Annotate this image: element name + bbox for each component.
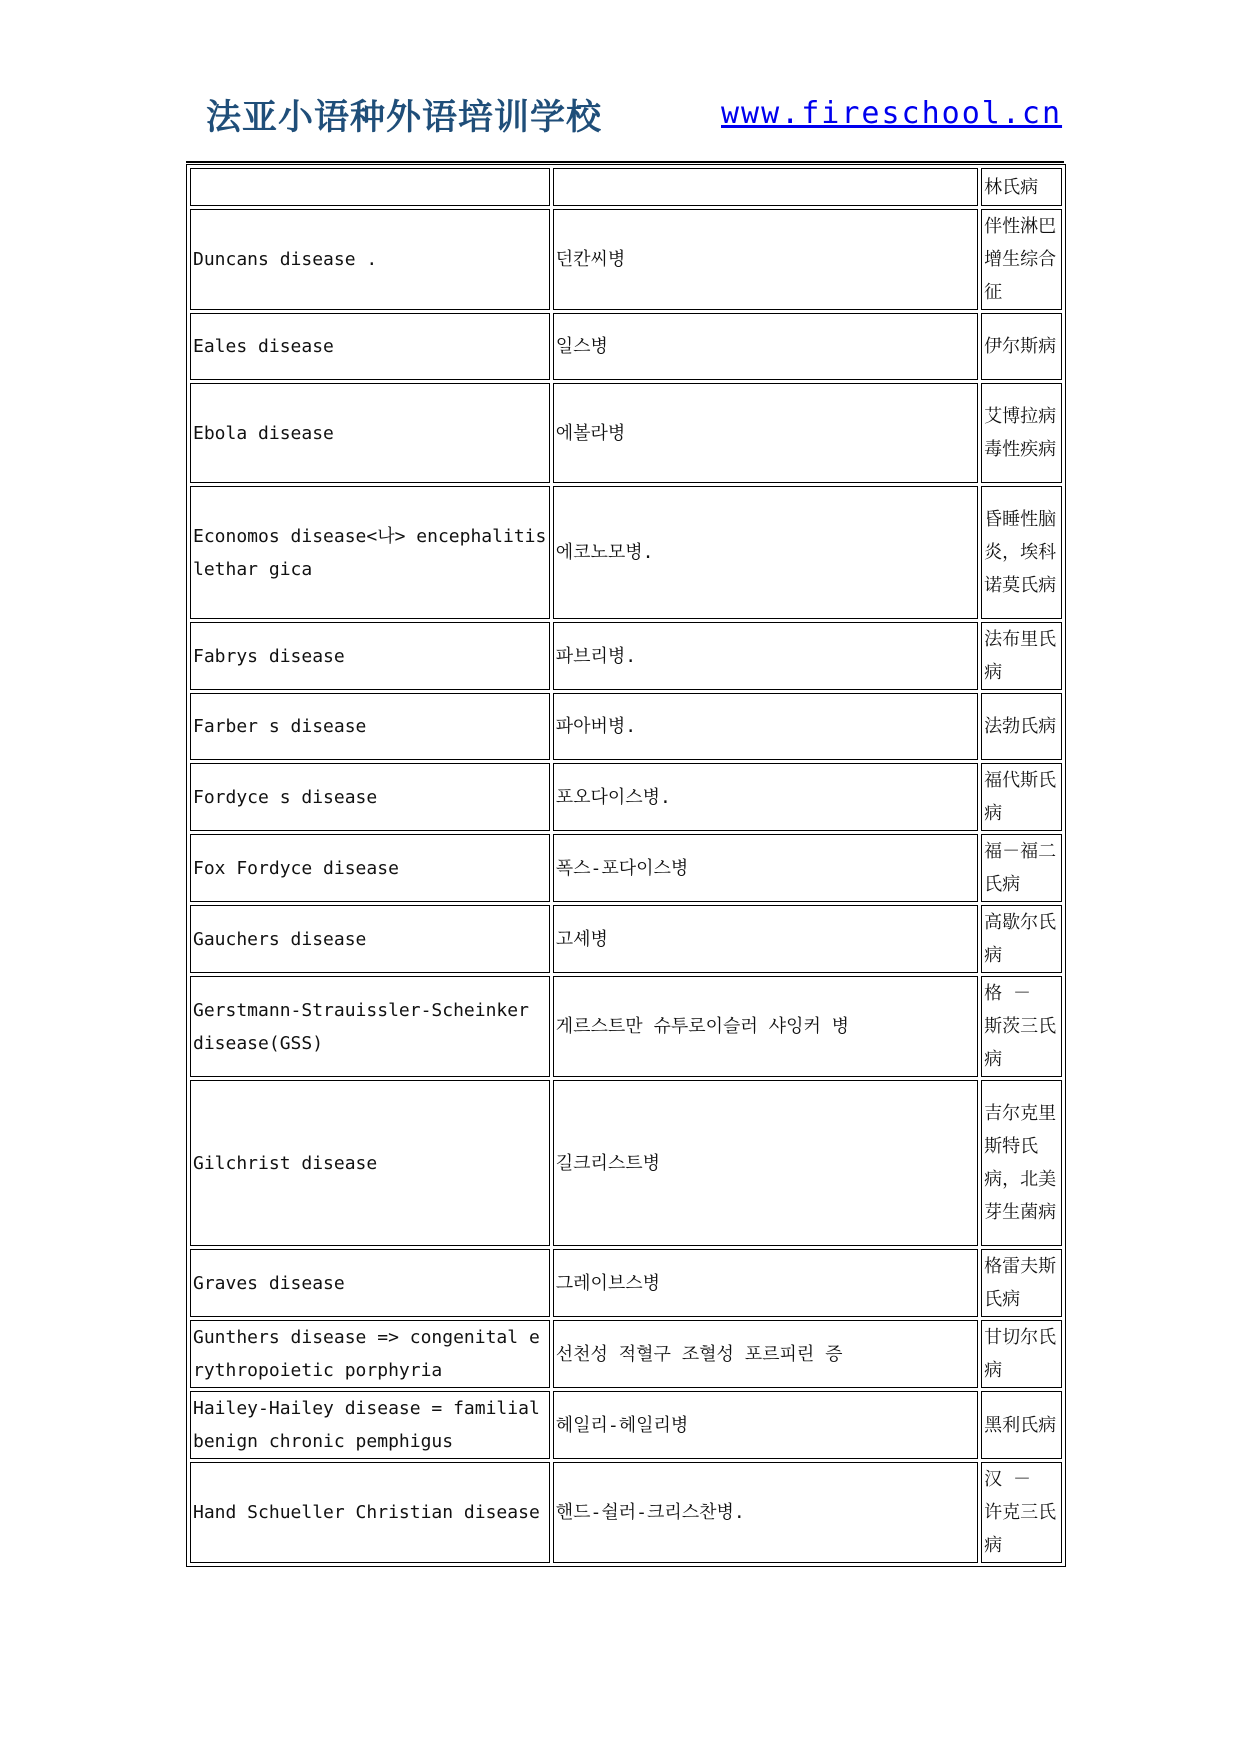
chinese-term-cell: 福－福二氏病 <box>981 834 1062 902</box>
korean-term-cell: 에볼라병 <box>553 383 978 483</box>
chinese-term-cell: 伊尔斯病 <box>981 313 1062 380</box>
korean-term-cell: 포오다이스병. <box>553 763 978 831</box>
korean-term-cell: 고셰병 <box>553 905 978 973</box>
korean-term-cell: 길크리스트병 <box>553 1080 978 1246</box>
disease-terms-table <box>186 164 1066 1567</box>
korean-term-cell: 게르스트만 슈투로이슬러 샤잉커 병 <box>553 976 978 1077</box>
table-row <box>190 693 1062 760</box>
english-term-cell: Fabrys disease <box>190 622 550 690</box>
english-term-cell: Graves disease <box>190 1249 550 1317</box>
korean-term-cell: 던칸씨병 <box>553 209 978 310</box>
english-term-cell: Hand Schueller Christian disease <box>190 1462 550 1563</box>
chinese-term-cell: 格 － 斯茨三氏病 <box>981 976 1062 1077</box>
english-term-cell: Ebola disease <box>190 383 550 483</box>
chinese-term-cell: 林氏病 <box>981 168 1062 206</box>
chinese-term-cell: 福代斯氏病 <box>981 763 1062 831</box>
korean-term-cell: 파브리병. <box>553 622 978 690</box>
table-row <box>190 763 1062 831</box>
korean-term-cell: 그레이브스병 <box>553 1249 978 1317</box>
table-row <box>190 1080 1062 1246</box>
chinese-term-cell: 汉 － 许克三氏病 <box>981 1462 1062 1563</box>
chinese-term-cell: 黑利氏病 <box>981 1391 1062 1459</box>
table-row <box>190 1320 1062 1388</box>
korean-term-cell: 핸드-쉴러-크리스찬병. <box>553 1462 978 1563</box>
chinese-term-cell: 高歇尔氏病 <box>981 905 1062 973</box>
chinese-term-cell: 甘切尔氏病 <box>981 1320 1062 1388</box>
chinese-term-cell: 格雷夫斯氏病 <box>981 1249 1062 1317</box>
chinese-term-cell: 法勃氏病 <box>981 693 1062 760</box>
korean-term-cell <box>553 168 978 206</box>
korean-term-cell: 헤일리-헤일리병 <box>553 1391 978 1459</box>
english-term-cell: Fordyce s disease <box>190 763 550 831</box>
table-row <box>190 905 1062 973</box>
korean-term-cell: 파아버병. <box>553 693 978 760</box>
table-row <box>190 313 1062 380</box>
table-row <box>190 209 1062 310</box>
korean-term-cell: 폭스-포다이스병 <box>553 834 978 902</box>
chinese-term-cell: 伴性淋巴增生综合征 <box>981 209 1062 310</box>
english-term-cell: Hailey-Hailey disease = familial benign chronic pemphigus <box>190 1391 550 1459</box>
school-name: 法亚小语种外语培训学校 <box>206 98 603 138</box>
table-row <box>190 834 1062 902</box>
korean-term-cell: 에코노모병. <box>553 486 978 619</box>
english-term-cell: Duncans disease . <box>190 209 550 310</box>
table-row <box>190 168 1062 206</box>
header-rule <box>186 161 1064 163</box>
table-row <box>190 486 1062 619</box>
english-term-cell: Farber s disease <box>190 693 550 760</box>
chinese-term-cell: 吉尔克里斯特氏病，北美芽生菌病 <box>981 1080 1062 1246</box>
english-term-cell: Gilchrist disease <box>190 1080 550 1246</box>
chinese-term-cell: 昏睡性脑炎，埃科诺莫氏病 <box>981 486 1062 619</box>
table-row <box>190 383 1062 483</box>
page-header <box>186 78 1066 138</box>
table-row <box>190 1249 1062 1317</box>
table-row <box>190 976 1062 1077</box>
table-row <box>190 1391 1062 1459</box>
english-term-cell: Gunthers disease => congenital erythropoietic porphyria <box>190 1320 550 1388</box>
english-term-cell: Economos disease<나> encephalitis lethar gica <box>190 486 550 619</box>
table-body <box>190 168 1062 1563</box>
english-term-cell: Gerstmann-Strauissler-Scheinker disease(GSS) <box>190 976 550 1077</box>
chinese-term-cell: 艾博拉病毒性疾病 <box>981 383 1062 483</box>
chinese-term-cell: 法布里氏病 <box>981 622 1062 690</box>
korean-term-cell: 일스병 <box>553 313 978 380</box>
english-term-cell: Gauchers disease <box>190 905 550 973</box>
website-link[interactable]: www.fireschool.cn <box>721 96 1063 131</box>
english-term-cell: Fox Fordyce disease <box>190 834 550 902</box>
korean-term-cell: 선천성 적혈구 조혈성 포르피린 증 <box>553 1320 978 1388</box>
table-row <box>190 622 1062 690</box>
english-term-cell: Eales disease <box>190 313 550 380</box>
table-row <box>190 1462 1062 1563</box>
english-term-cell <box>190 168 550 206</box>
